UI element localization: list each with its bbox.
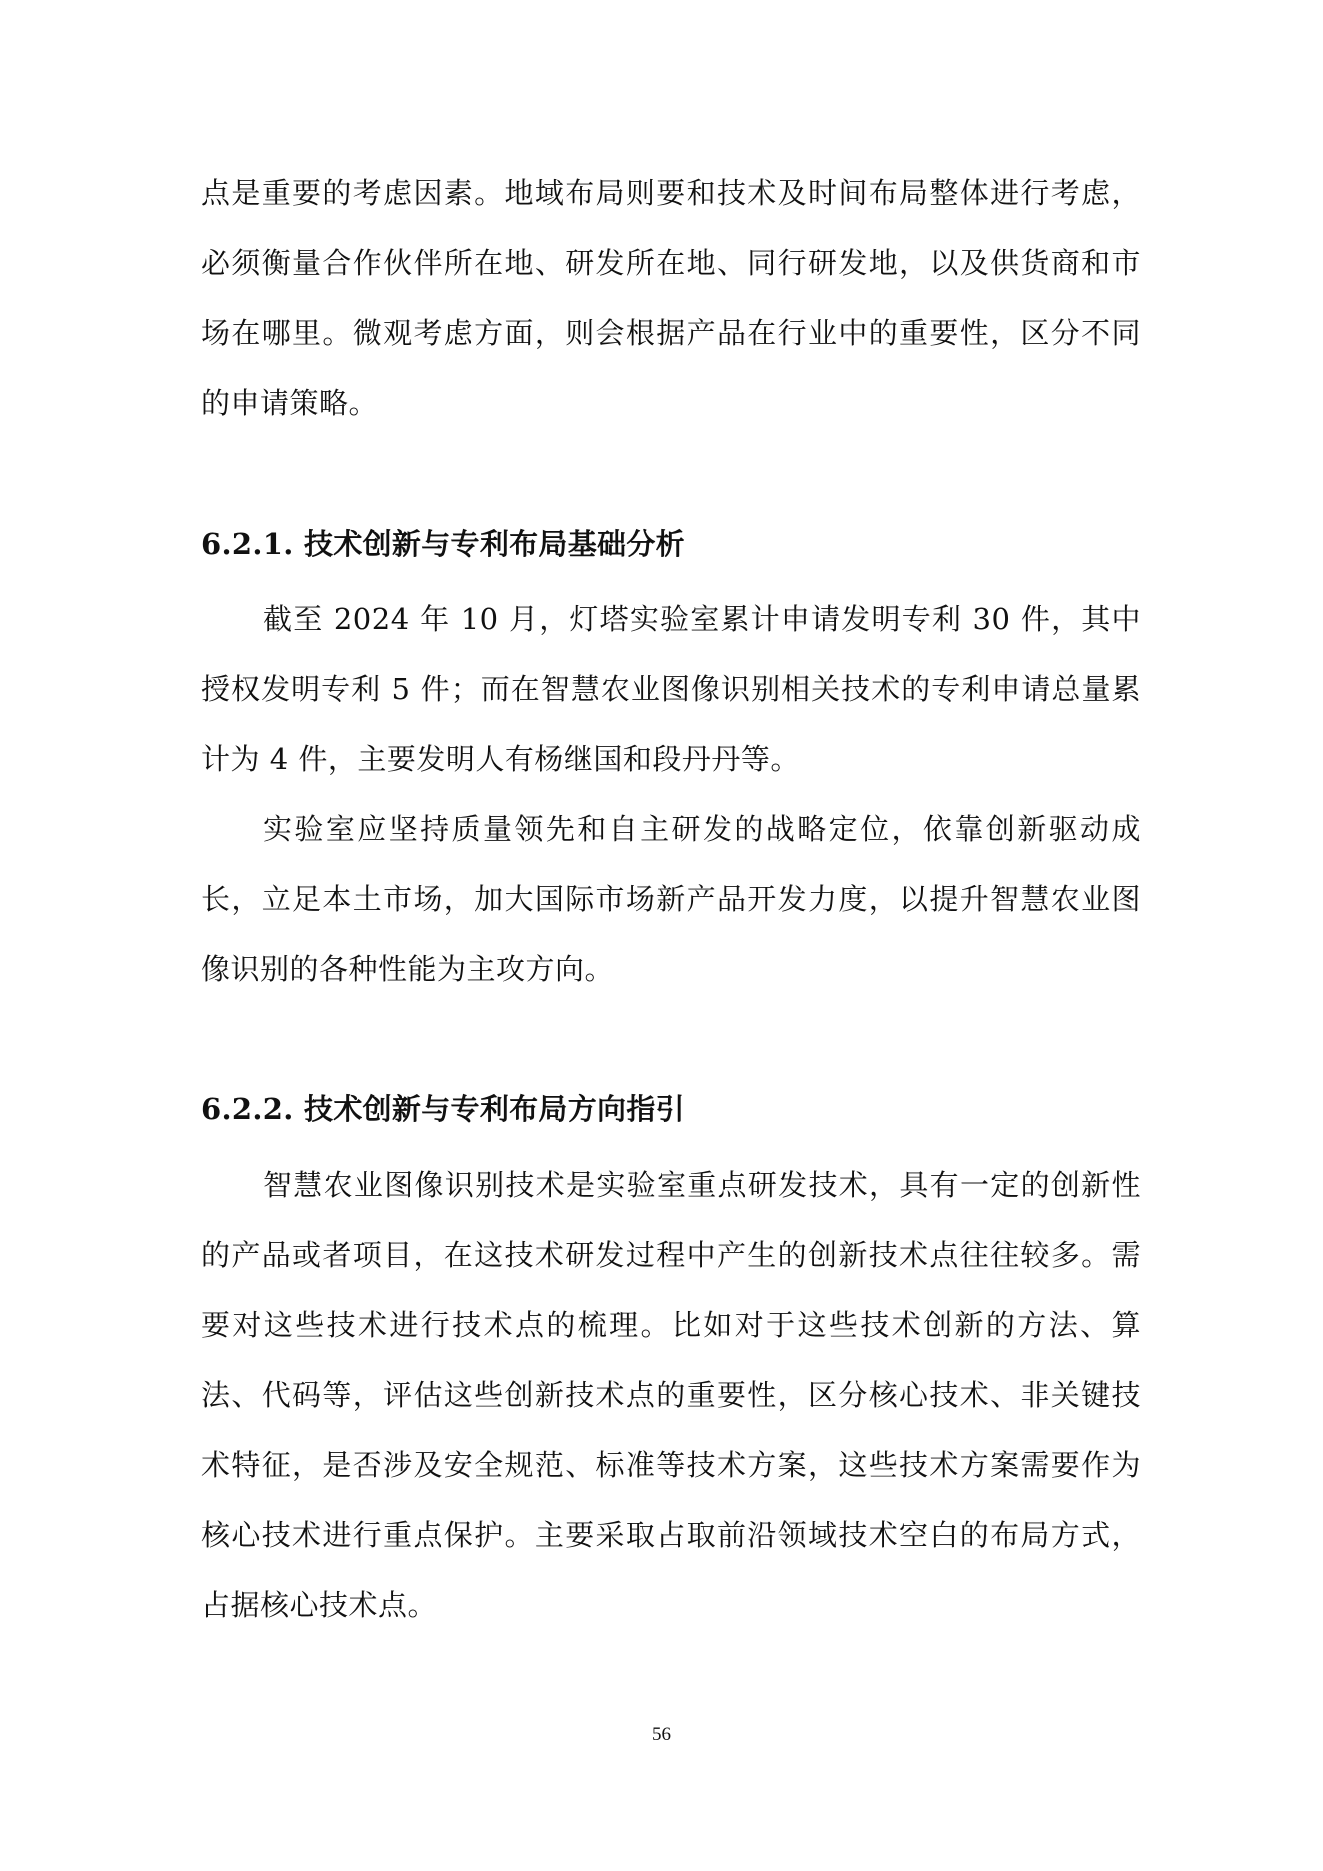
section-heading-6-2-1: 6.2.1. 技术创新与专利布局基础分析	[201, 527, 685, 561]
section-heading-6-2-2: 6.2.2. 技术创新与专利布局方向指引	[201, 1092, 685, 1126]
paragraph-patent-stats: 截至 2024 年 10 月，灯塔实验室累计申请发明专利 30 件，其中授权发明专利 5 件；而在智慧农业图像识别相关技术的专利申请总量累计为 4 件，主要发明人有杨继国和段丹丹等。	[201, 602, 1141, 776]
paragraph-direction: 智慧农业图像识别技术是实验室重点研发技术，具有一定的创新性的产品或者项目，在这技术研发过程中产生的创新技术点往往较多。需要对这些技术进行技术点的梳理。比如对于这些技术创新的方法、算法、代码等，评估这些创新技术点的重要性，区分核心技术、非关键技术特征，是否涉及安全规范、标准等技术方案，这些技术方案需要作为核心技术进行重点保护。主要采取占取前沿领域技术空白的布局方式，占据核心技术点。	[201, 1168, 1141, 1622]
paragraph-strategy: 实验室应坚持质量领先和自主研发的战略定位，依靠创新驱动成长，立足本土市场，加大国际市场新产品开发力度，以提升智慧农业图像识别的各种性能为主攻方向。	[201, 812, 1141, 986]
paragraph-continued: 点是重要的考虑因素。地域布局则要和技术及时间布局整体进行考虑，必须衡量合作伙伴所在地、研发所在地、同行研发地，以及供货商和市场在哪里。微观考虑方面，则会根据产品在行业中的重要性，区分不同的申请策略。	[201, 176, 1141, 420]
page-number: 56	[652, 1724, 671, 1745]
